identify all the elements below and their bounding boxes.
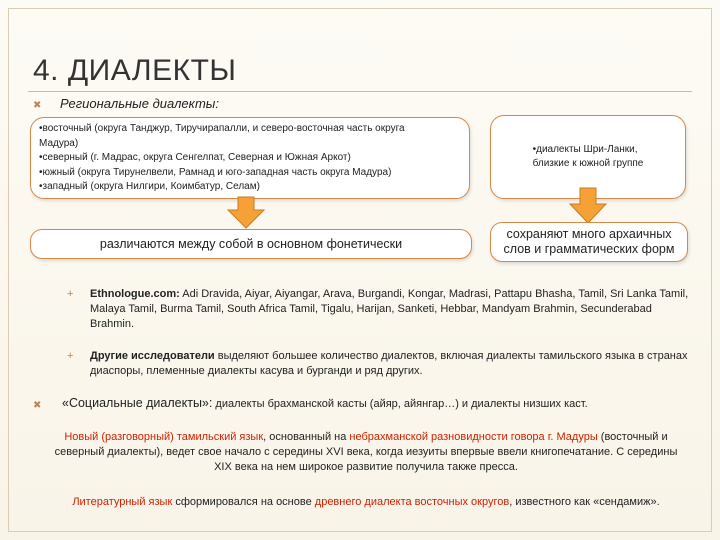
literary-text: , известного как «сендамиж».: [509, 496, 660, 508]
dialect-line: •восточный (округа Танджур, Тиручирапалли, и северо-восточная часть округа: [39, 123, 405, 134]
page-title: 4. ДИАЛЕКТЫ: [33, 54, 237, 87]
colloquial-term: Новый (разговорный) тамильский язык: [64, 431, 264, 443]
regional-main-box: [30, 117, 470, 199]
social-paragraph: [62, 396, 692, 412]
plus-bullet-icon: +: [67, 288, 74, 300]
bullet-icon: ✖: [33, 400, 42, 411]
literary-term: Литературный язык: [72, 496, 173, 508]
down-arrow-icon: [226, 196, 266, 230]
colloquial-text: , основанный на: [263, 431, 350, 443]
literary-paragraph: [46, 495, 686, 510]
result-side-line: сохраняют много архаичных: [506, 227, 672, 241]
colloquial-basis: небрахманской разновидности говора г. Мадуры: [349, 431, 598, 443]
others-label: Другие исследователи: [90, 350, 215, 362]
bullet-icon: ✖: [33, 100, 42, 111]
result-side-line: слов и грамматических форм: [503, 242, 675, 256]
ethnologue-label: Ethnologue.com:: [90, 288, 180, 300]
others-paragraph: [90, 349, 695, 379]
social-label: «Социальные диалекты»:: [62, 396, 213, 410]
side-line: •диалекты Шри-Ланки,: [532, 143, 638, 155]
ethnologue-paragraph: [90, 287, 695, 332]
literary-basis: древнего диалекта восточных округов: [314, 496, 510, 508]
title-divider: [28, 91, 692, 92]
down-arrow-icon: [568, 187, 608, 225]
dialect-line: •западный (округа Нилгири, Коимбатур, Селам): [39, 181, 260, 192]
dialect-line: •северный (г. Мадрас, округа Сенгелпат, Северная и Южная Аркот): [39, 152, 351, 163]
others-text: выделяют большее количество диалектов, включая диалекты тамильского языка в странах диаспоры, племенные диалекты касува и бурганди и ряд других.: [90, 350, 688, 377]
plus-bullet-icon: +: [67, 350, 74, 362]
social-text: диалекты брахманской касты (айяр, айянгар…) и диалекты низших каст.: [212, 398, 588, 410]
side-line: близкие к южной группе: [532, 158, 644, 169]
dialect-line: Мадура): [39, 137, 79, 149]
regional-heading: Региональные диалекты:: [60, 96, 219, 111]
dialect-line: •южный (округа Тирунелвели, Рамнад и юго-западная часть округа Мадура): [39, 166, 392, 178]
literary-text: сформировался на основе: [172, 496, 315, 508]
colloquial-text: (восточный и северный диалекты), ведет свое начало с середины XVI века, когда иезуиты впервые ввели книгопечатание. С середины XIX века на нем широкое развитие получила также пресса.: [54, 431, 678, 473]
colloquial-paragraph: [46, 430, 686, 475]
result-main-box: различаются между собой в основном фонетически: [30, 229, 472, 259]
ethnologue-text: Adi Dravida, Aiyar, Aiyangar, Arava, Burgandi, Kongar, Madrasi, Pattapu Bhasha, Tamil, Sri Lanka Tamil, Malaya Tamil, Burma Tamil, South Africa Tamil, Tigalu, Harijan, Sanketi, Hebbar, Mandyam Brahmin, Secunderabad Brahmin.: [90, 288, 689, 330]
result-side-box: [490, 222, 688, 262]
